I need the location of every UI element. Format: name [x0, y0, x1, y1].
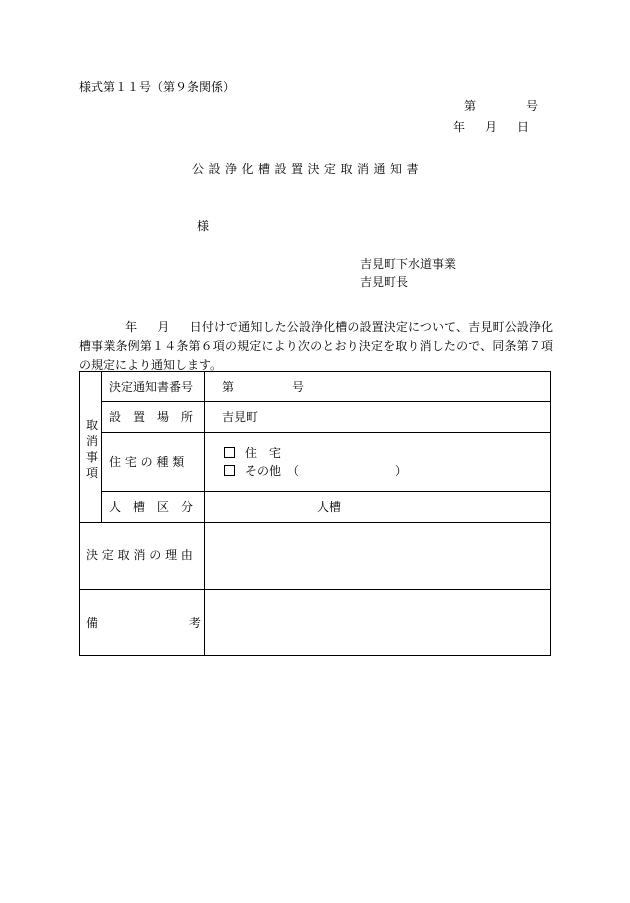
- addressee-suffix: 様: [197, 219, 210, 233]
- residence-option-label: 住 宅: [245, 446, 282, 460]
- table-divider: [101, 372, 102, 522]
- table-divider: [101, 491, 551, 492]
- notice-number-label: 決定通知書番号: [109, 380, 194, 394]
- table-divider: [80, 589, 551, 590]
- capacity-category-label: 人 槽 区 分: [109, 500, 194, 514]
- cancellation-reason-label: 決 定 取 消 の 理 由: [86, 548, 193, 562]
- issuer-organization: 吉見町下水道事業: [360, 257, 457, 271]
- table-divider: [101, 401, 551, 402]
- document-number-suffix: 号: [526, 99, 539, 113]
- notice-number-suffix: 号: [292, 380, 305, 394]
- document-date: [453, 121, 529, 133]
- body-paragraph: [79, 318, 553, 375]
- notice-number-prefix: 第: [222, 380, 235, 394]
- body-month: 月: [157, 320, 170, 334]
- cancellation-items-label: 取消事項: [86, 418, 99, 480]
- cancellation-details-table: [79, 371, 551, 656]
- other-option-label: その他 （ ）: [245, 464, 408, 478]
- house-type-option-residence[interactable]: [224, 447, 281, 459]
- table-divider: [80, 522, 551, 523]
- document-number-prefix: 第: [464, 99, 477, 113]
- date-year: 年: [453, 120, 466, 134]
- residence-checkbox[interactable]: [224, 447, 235, 458]
- document-title: 公設浄化槽設置決定取消通知書: [192, 162, 424, 176]
- form-number: 様式第１１号（第９条関係）: [79, 80, 236, 94]
- date-month: 月: [485, 120, 498, 134]
- document-number: [464, 100, 538, 112]
- table-divider: [204, 372, 205, 656]
- table-divider: [101, 432, 551, 433]
- remarks-label-left: 備: [86, 616, 99, 630]
- other-checkbox[interactable]: [224, 465, 235, 476]
- house-type-label: 住 宅 の 種 類: [109, 455, 185, 469]
- capacity-unit: 人槽: [317, 500, 342, 514]
- installation-location-value: 吉見町: [222, 410, 259, 424]
- issuer-title: 吉見町長: [360, 275, 409, 289]
- date-day: 日: [517, 120, 530, 134]
- notice-number-value: [222, 381, 304, 393]
- body-text: 日付けで通知した公設浄化槽の設置決定について、吉見町公設浄化槽事業条例第１４条第６項の規定により次のとおり決定を取り消したので、同条第７項の規定により通知します。: [79, 320, 553, 372]
- installation-location-label: 設 置 場 所: [109, 410, 194, 424]
- body-year: 年: [125, 320, 138, 334]
- house-type-option-other[interactable]: [224, 465, 407, 477]
- remarks-label-right: 考: [189, 616, 202, 630]
